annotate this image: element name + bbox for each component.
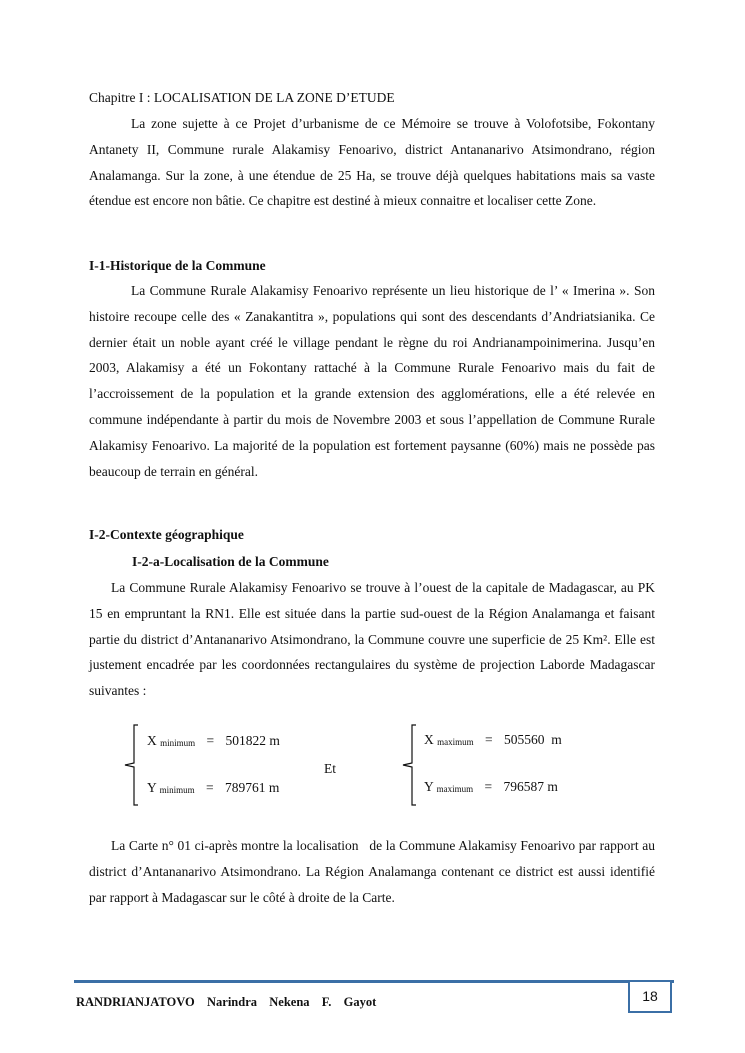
x-min-value: 501822 m — [225, 733, 280, 748]
page-number-box — [628, 982, 672, 1013]
intro-paragraph: La zone sujette à ce Projet d’urbanisme de ce Mémoire se trouve à Volofotsibe, Fokontany Antanety II, Commune rurale Alakamisy Fenoarivo, district Antananarivo Atsimondrano, région Analamanga. Sur la zone, à une étendue de 25 Ha, se trouve déjà quelques habitations mais sa vaste étendue est encore non bâtie. Ce chapitre est destiné à mieux connaitre et localiser cette Zone. — [89, 116, 655, 209]
x-max-value: 505560 m — [504, 732, 562, 747]
section1-paragraph: La Commune Rurale Alakamisy Fenoarivo représente un lieu historique de l’ « Imerina ». Son histoire recoupe celle des « Zanakantitra », populations qui sont des descendants d’Andriatsianika. Ce dernier était un noble ayant créé le village pendant le règne du roi Andrianampoinimerina. Jusqu’en 2003, Alakamisy a été un Fokontany rattaché à la Commune Rurale Fenoarivo mais du fait de l’accroissement de la population et la grande extension des agglomérations, elle a été relevée en commune indépendante à partir du mois de Novembre 2003 et sous l’appellation de Commune Rurale Alakamisy Fenoarivo. La majorité de la population est fortement paysanne (60%) mais ne possède pas beaucoup de terrain en général. — [89, 283, 655, 479]
y-max-value: 796587 m — [503, 779, 558, 794]
section2-paragraph: La Commune Rurale Alakamisy Fenoarivo se trouve à l’ouest de la capitale de Madagascar, au PK 15 en empruntant la RN1. Elle est située dans la partie sud-ouest de la Région Analamanga et faisant partie du district d’Antananarivo Atsimondrano, la Commune couvre une superficie de 25 Km². Elle est justement encadrée par les coordonnées rectangulaires du système de projection Laborde Madagascar suivantes : — [89, 580, 655, 699]
y-max-line: Y $_{maximum}$ = 796587 m — [424, 779, 558, 794]
chapter-title: Chapitre I : LOCALISATION DE LA ZONE D’ETUDE — [89, 90, 395, 105]
footer-author: RANDRIANJATOVO Narindra Nekena F. Gayot — [76, 995, 377, 1009]
closing-paragraph: La Carte n° 01 ci-après montre la localisation de la Commune Alakamisy Fenoarivo par rapport au district d’Antananarivo Atsimondrano. La Région Analamanga contenant ce district est aussi identifié par rapport à Madagascar sur le côté à droite de la Carte. — [89, 838, 659, 905]
footer-rule — [74, 980, 674, 983]
right-brace-icon — [400, 724, 418, 806]
page-number: 18 — [642, 988, 658, 1004]
x-max-line: X $_{maximum}$ = 505560 m — [424, 732, 562, 747]
et-label: Et — [324, 761, 336, 776]
y-min-line: Y $_{minimum}$ = 789761 m — [147, 780, 280, 795]
y-min-value: 789761 m — [225, 780, 280, 795]
section2-heading: I-2-Contexte géographique — [89, 527, 244, 542]
section2-subheading: I-2-a-Localisation de la Commune — [132, 554, 329, 569]
x-min-line: X $_{minimum}$ = 501822 m — [147, 733, 280, 748]
left-brace-icon — [122, 724, 140, 806]
section1-heading: I-1-Historique de la Commune — [89, 258, 266, 273]
